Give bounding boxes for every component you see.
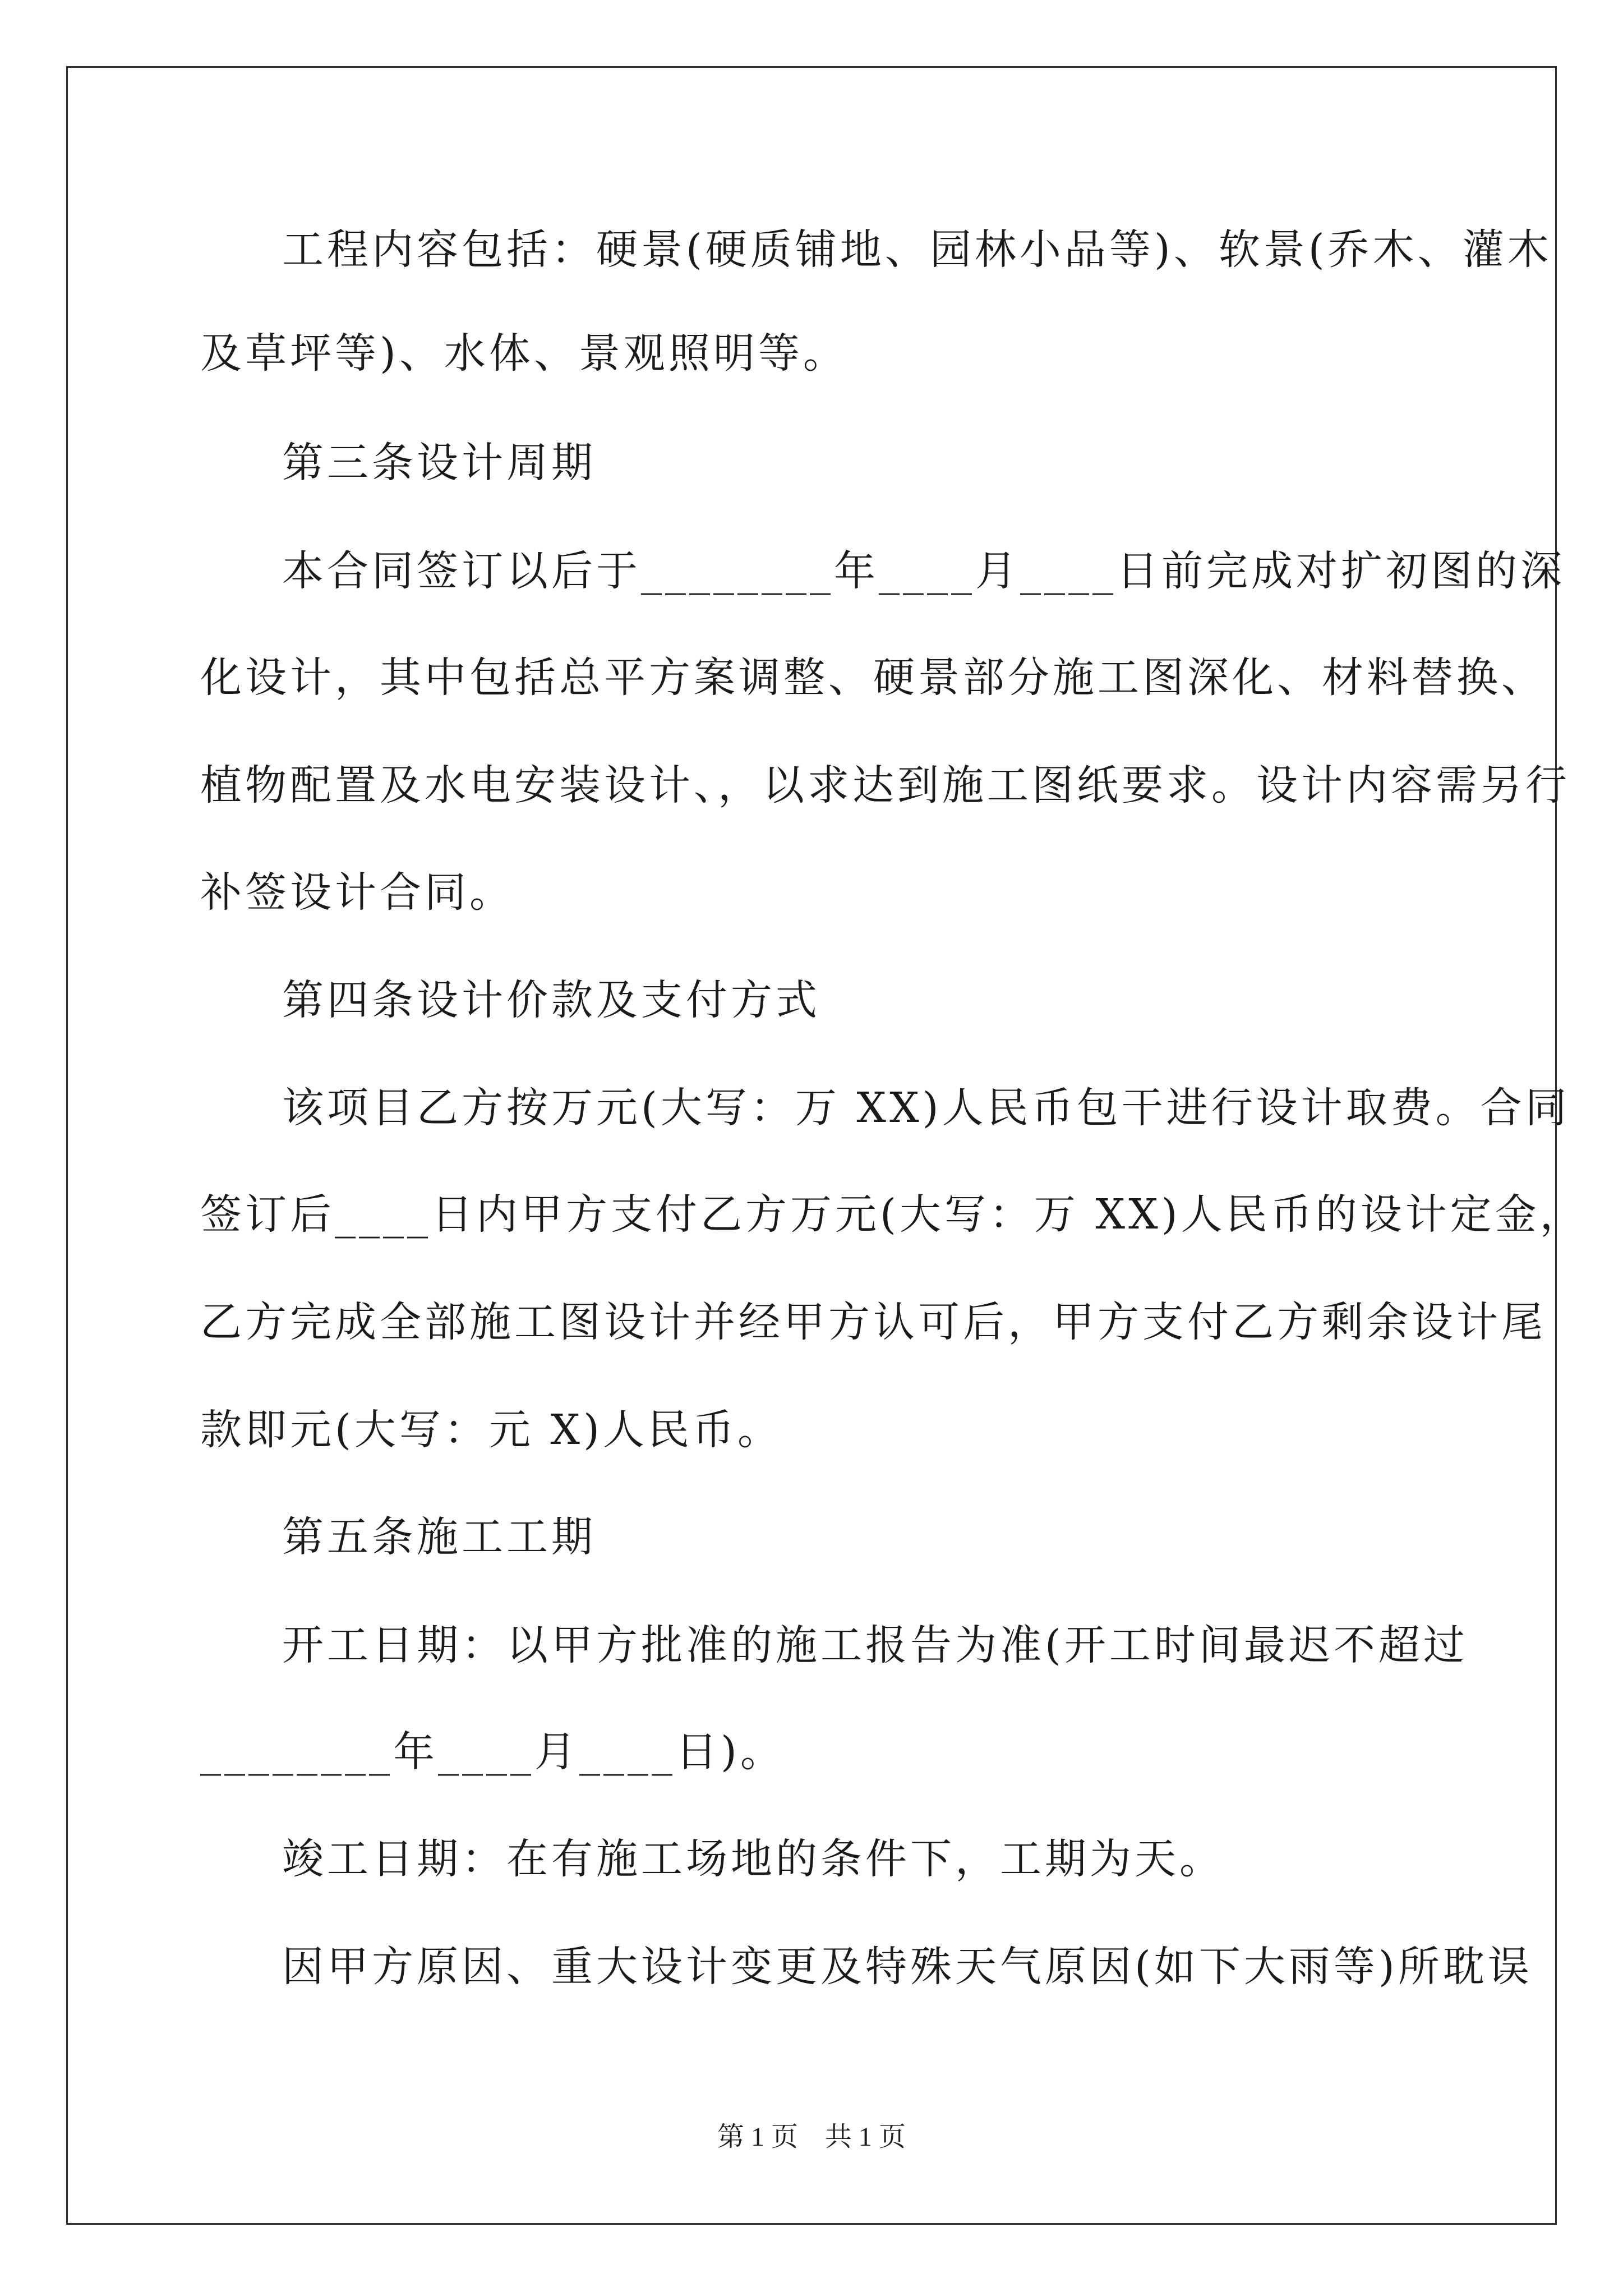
paragraph-line: 本合同签订以后于________年____月____日前完成对扩初图的深 xyxy=(282,547,1565,595)
paragraph-line: 补签设计合同。 xyxy=(200,868,514,917)
paragraph-line: 植物配置及水电安装设计、，以求达到施工图纸要求。设计内容需另行 xyxy=(200,761,1570,809)
paragraph-line: 工程内容包括：硬景(硬质铺地、园林小品等)、软景(乔木、灌木 xyxy=(282,226,1552,274)
paragraph-line: 款即元(大写：元 X)人民币。 xyxy=(200,1406,782,1454)
section-heading: 第五条施工工期 xyxy=(282,1513,596,1561)
paragraph-line: 该项目乙方按万元(大写：万 XX)人民币包干进行设计取费。合同 xyxy=(282,1084,1570,1132)
page-number-footer: 第 1 页 共 1 页 xyxy=(717,2122,906,2152)
paragraph-line: 及草坪等)、水体、景观照明等。 xyxy=(200,329,848,378)
section-heading: 第四条设计价款及支付方式 xyxy=(282,976,820,1024)
paragraph-line: 开工日期：以甲方批准的施工报告为准(开工时间最迟不超过 xyxy=(282,1621,1468,1669)
paragraph-line: 签订后____日内甲方支付乙方万元(大写：万 XX)人民币的设计定金， xyxy=(200,1190,1585,1239)
paragraph-line: 竣工日期：在有施工场地的条件下，工期为天。 xyxy=(282,1835,1224,1883)
paragraph-line: 因甲方原因、重大设计变更及特殊天气原因(如下大雨等)所耽误 xyxy=(282,1943,1533,1991)
page-border xyxy=(66,66,1557,2225)
section-heading: 第三条设计周期 xyxy=(282,439,596,487)
paragraph-line: ________年____月____日)。 xyxy=(200,1728,785,1776)
paragraph-line: 化设计，其中包括总平方案调整、硬景部分施工图深化、材料替换、 xyxy=(200,654,1546,702)
paragraph-line: 乙方完成全部施工图设计并经甲方认可后，甲方支付乙方剩余设计尾 xyxy=(200,1298,1546,1346)
